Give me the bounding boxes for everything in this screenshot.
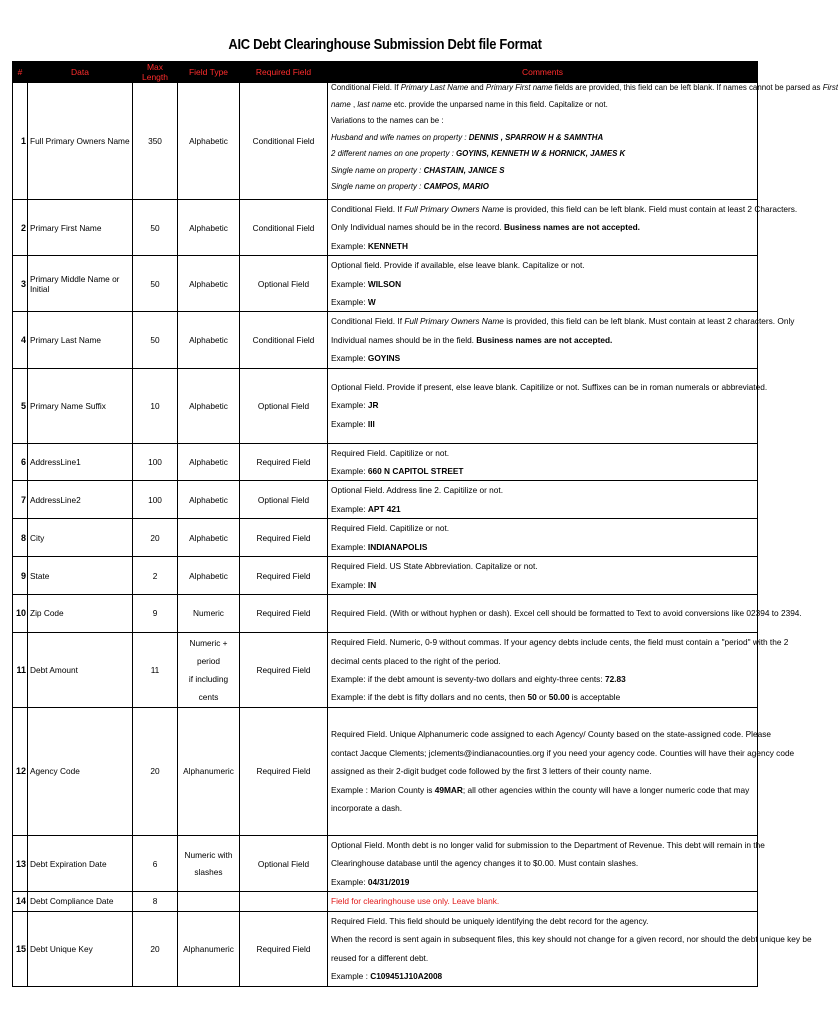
row-field-type [178,892,240,911]
table-row [13,707,758,835]
row-field-type: Alphabetic [178,519,240,557]
row-max-length: 20 [133,707,178,835]
row-data: State [28,557,133,595]
row-required: Optional Field [240,256,328,312]
row-max-length: 6 [133,835,178,891]
row-comments: Conditional Field. If Primary Last Name and Primary First name fields are provided, this field can be left blank. If names cannot be parsed as First name , last name etc. provide the unparsed name in this field. Capitalize or not. Variations to the names can be : Husband and wife names on property : DENNIS , SPARROW H & SAMNTHA 2 different names on one property : GOYINS, KENNETH W & HORNICK, JAMES K Single name on property : CHASTAIN, JANICE S Single name on property : CAMPOS, MARIO [328,83,758,200]
table-row [13,368,758,443]
row-number: 4 [13,312,28,368]
col-header-number: # [13,62,28,83]
row-required: Required Field [240,443,328,481]
row-field-type: Alphabetic [178,443,240,481]
table-row [13,594,758,632]
row-data: Zip Code [28,594,133,632]
row-required: Required Field [240,594,328,632]
row-comments: Required Field. Capitilize or not. Example: INDIANAPOLIS [328,519,758,557]
row-required: Required Field [240,557,328,595]
table-row [13,200,758,256]
table-row [13,892,758,911]
table-row [13,312,758,368]
row-comments: Required Field. US State Abbreviation. Capitalize or not. Example: IN [328,557,758,595]
row-required: Optional Field [240,481,328,519]
row-comments: Optional Field. Provide if present, else leave blank. Capitilize or not. Suffixes can be in roman numerals or abbreviated. Example: JR Example: III [328,368,758,443]
row-comments: Conditional Field. If Full Primary Owners Name is provided, this field can be left blank. Field must contain at least 2 Characters. Only Individual names should be in the record. Business names are not accepted. Example: KENNETH [328,200,758,256]
row-comments: Required Field. (With or without hyphen or dash). Excel cell should be formatted to Text to avoid conversions like 02394 to 2394. [328,594,758,632]
row-required: Optional Field [240,368,328,443]
row-data: Debt Amount [28,632,133,707]
row-number: 8 [13,519,28,557]
table-row [13,632,758,707]
table-row [13,835,758,891]
row-number: 1 [13,83,28,200]
row-number: 3 [13,256,28,312]
row-field-type: Alphabetic [178,312,240,368]
row-data: Primary Name Suffix [28,368,133,443]
row-field-type: Numeric with slashes [178,835,240,891]
row-max-length: 50 [133,256,178,312]
row-max-length: 11 [133,632,178,707]
row-field-type: Alphanumeric [178,911,240,986]
row-number: 5 [13,368,28,443]
col-header-field-type: Field Type [178,62,240,83]
table-row [13,443,758,481]
table-row [13,911,758,986]
row-field-type: Alphanumeric [178,707,240,835]
row-required: Conditional Field [240,200,328,256]
row-comments: Conditional Field. If Full Primary Owners Name is provided, this field can be left blank. Must contain at least 2 characters. Only Individual names should be in the field. Business names are not accepted. Example: GOYINS [328,312,758,368]
row-field-type: Alphabetic [178,557,240,595]
row-required [240,892,328,911]
row-comments: Optional Field. Address line 2. Capitilize or not. Example: APT 421 [328,481,758,519]
row-data: AddressLine1 [28,443,133,481]
row-data: Debt Unique Key [28,911,133,986]
row-max-length: 8 [133,892,178,911]
row-max-length: 20 [133,911,178,986]
row-max-length: 100 [133,481,178,519]
table-row [13,519,758,557]
row-required: Optional Field [240,835,328,891]
row-number: 15 [13,911,28,986]
row-number: 11 [13,632,28,707]
row-data: Debt Compliance Date [28,892,133,911]
row-comments: Optional Field. Month debt is no longer valid for submission to the Department of Revenue. This debt will remain in the Clearinghouse database until the agency changes it to $0.00. Must contain slashes. Example: 04/31/2019 [328,835,758,891]
row-required: Required Field [240,707,328,835]
table-row [13,557,758,595]
row-field-type: Alphabetic [178,200,240,256]
row-number: 13 [13,835,28,891]
row-comments: Required Field. This field should be uniquely identifying the debt record for the agency. When the record is sent again in subsequent files, this key should not change for a given record, nor should the debt unique key be reused for a different debt. Example : C109451J10A2008 [328,911,758,986]
row-number: 14 [13,892,28,911]
row-number: 12 [13,707,28,835]
format-table [12,61,838,987]
row-data: Debt Expiration Date [28,835,133,891]
row-comments: Optional field. Provide if available, else leave blank. Capitalize or not. Example: WILSON Example: W [328,256,758,312]
row-field-type: Alphabetic [178,83,240,200]
table-row [13,83,758,200]
row-required: Required Field [240,911,328,986]
row-data: Primary Last Name [28,312,133,368]
row-max-length: 350 [133,83,178,200]
row-max-length: 9 [133,594,178,632]
row-field-type: Alphabetic [178,368,240,443]
row-comments [328,892,758,911]
row-data: Agency Code [28,707,133,835]
table-row [13,256,758,312]
row-field-type: Numeric + period if including cents [178,632,240,707]
row-data: AddressLine2 [28,481,133,519]
row-max-length: 20 [133,519,178,557]
row-comments: Required Field. Numeric, 0-9 without commas. If your agency debts include cents, the field must contain a "period" with the 2 decimal cents placed to the right of the period. Example: if the debt amount is seventy-two dollars and eighty-three cents: 72.83 Example: if the debt is fifty dollars and no cents, then 50 or 50.00 is acceptable [328,632,758,707]
clearinghouse-notice: Field for clearinghouse use only. Leave blank. [331,896,500,907]
row-required: Required Field [240,632,328,707]
row-max-length: 2 [133,557,178,595]
row-data: City [28,519,133,557]
row-data: Primary Middle Name or Initial [28,256,133,312]
row-number: 9 [13,557,28,595]
row-number: 2 [13,200,28,256]
row-data: Primary First Name [28,200,133,256]
row-max-length: 50 [133,200,178,256]
col-header-data: Data [28,62,133,83]
col-header-required: Required Field [240,62,328,83]
row-field-type: Alphabetic [178,256,240,312]
row-field-type: Numeric [178,594,240,632]
table-row [13,481,758,519]
col-header-comments: Comments [328,62,758,83]
col-header-max-length: Max Length [133,62,178,83]
row-number: 6 [13,443,28,481]
row-max-length: 100 [133,443,178,481]
row-field-type: Alphabetic [178,481,240,519]
row-data: Full Primary Owners Name [28,83,133,200]
row-max-length: 50 [133,312,178,368]
row-number: 7 [13,481,28,519]
row-comments: Required Field. Unique Alphanumeric code assigned to each Agency/ County based on the state-assigned code. Please contact Jacque Clements; jclements@indianacounties.org if you need your agency code. Counties will have their agency code assigned as their 2-digit budget code followed by the first 3 letters of their county name. Example : Marion County is 49MAR; all other agencies within the county will have a longer numeric code that may incorporate a dash. [328,707,758,835]
row-comments: Required Field. Capitilize or not. Example: 660 N CAPITOL STREET [328,443,758,481]
row-max-length: 10 [133,368,178,443]
row-required: Conditional Field [240,83,328,200]
document-title: AIC Debt Clearinghouse Submission Debt file Format [228,36,542,53]
row-required: Required Field [240,519,328,557]
row-number: 10 [13,594,28,632]
row-required: Conditional Field [240,312,328,368]
